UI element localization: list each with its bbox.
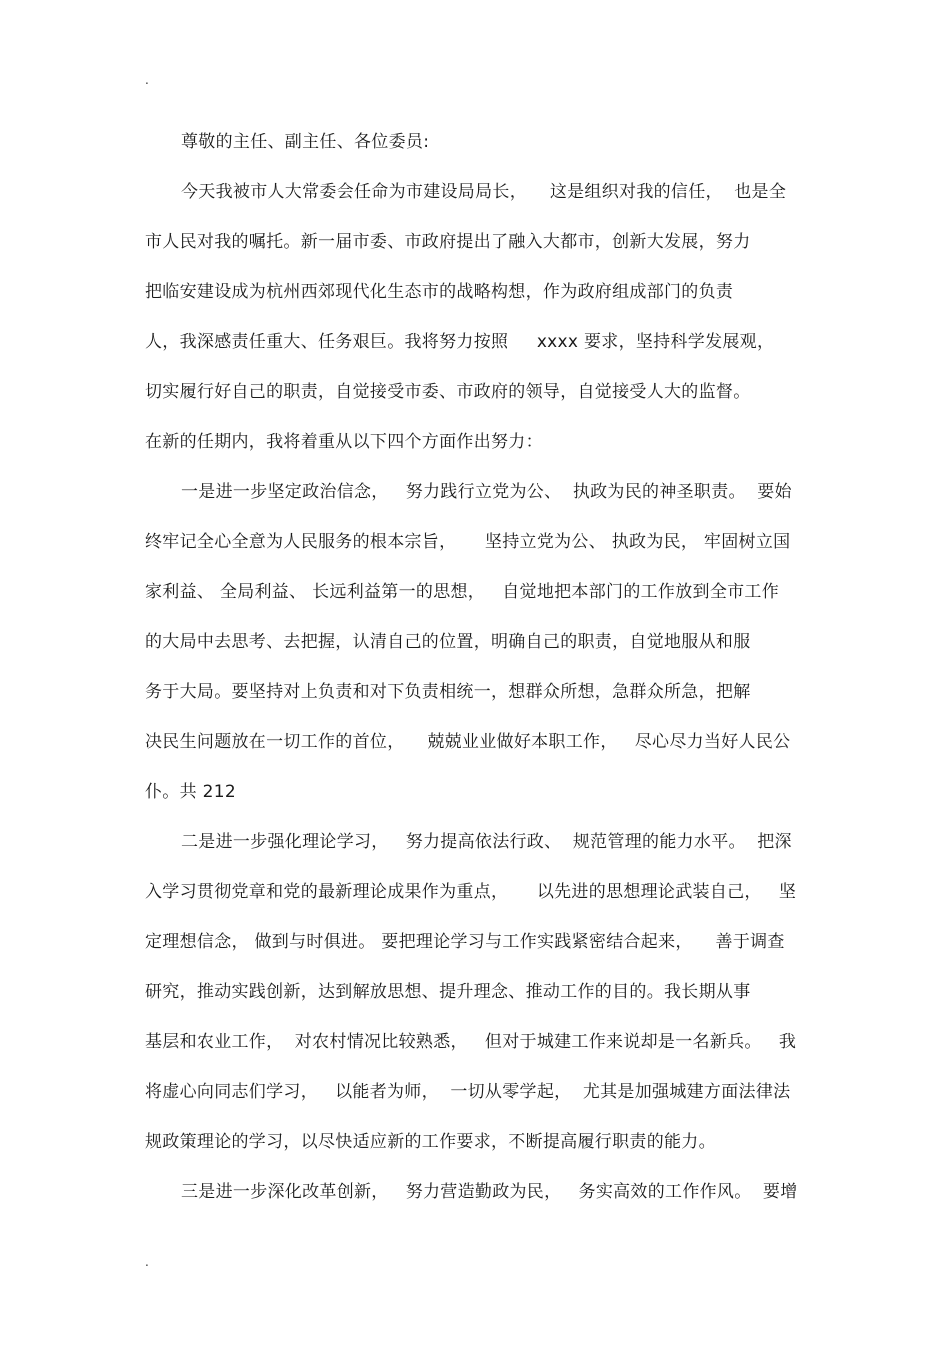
paragraph-line: 规政策理论的学习，以尽快适应新的工作要求，不断提高履行职责的能力。 (145, 1132, 716, 1152)
paragraph-line: 在新的任期内，我将着重从以下四个方面作出努力： (145, 432, 543, 452)
paragraph-line: 决民生问题放在一切工作的首位， 兢兢业业做好本职工作， 尽心尽力当好人民公 (145, 732, 791, 752)
paragraph-line: 将虚心向同志们学习， 以能者为师， 一切从零学起， 尤其是加强城建方面法律法 (145, 1082, 791, 1102)
paragraph-line: 的大局中去思考、去把握，认清自己的位置，明确自己的职责，自觉地服从和服 (145, 632, 751, 652)
paragraph-line: 研究，推动实践创新，达到解放思想、提升理念、推动工作的目的。我长期从事 (145, 982, 751, 1002)
paragraph-line: 一是进一步坚定政治信念， 努力践行立党为公、 执政为民的神圣职责。 要始 (181, 482, 792, 502)
paragraph-line: 入学习贯彻党章和党的最新理论成果作为重点， 以先进的思想理论武装自己， 坚 (145, 882, 797, 902)
paragraph-line: 把临安建设成为杭州西郊现代化生态市的战略构想，作为政府组成部门的负责 (145, 282, 734, 302)
paragraph-line: 三是进一步深化改革创新， 努力营造勤政为民， 务实高效的工作作风。 要增 (181, 1182, 798, 1202)
paragraph-line: 定理想信念， 做到与时俱进。 要把理论学习与工作实践紧密结合起来， 善于调查 (145, 932, 785, 952)
paragraph-line: 市人民对我的嘱托。新一届市委、市政府提出了融入大都市，创新大发展，努力 (145, 232, 751, 252)
paragraph-line: 二是进一步强化理论学习， 努力提高依法行政、 规范管理的能力水平。 把深 (181, 832, 792, 852)
paragraph-line: 家利益、 全局利益、 长远利益第一的思想， 自觉地把本部门的工作放到全市工作 (145, 582, 780, 602)
paragraph-line: 仆。共 212 (145, 782, 236, 802)
salutation: 尊敬的主任、副主任、各位委员: (181, 132, 430, 152)
paragraph-line: 基层和农业工作， 对农村情况比较熟悉， 但对于城建工作来说却是一名新兵。 我 (145, 1032, 797, 1052)
paragraph-line: 人，我深感责任重大、任务艰巨。我将努力按照 xxxx 要求，坚持科学发展观， (145, 332, 775, 352)
page-bottom-mark: . (145, 1255, 149, 1269)
page-top-mark: . (145, 73, 149, 87)
paragraph-line: 今天我被市人大常委会任命为市建设局局长， 这是组织对我的信任， 也是全 (181, 182, 787, 202)
paragraph-line: 终牢记全心全意为人民服务的根本宗旨， 坚持立党为公、 执政为民， 牢固树立国 (145, 532, 791, 552)
paragraph-line: 务于大局。要坚持对上负责和对下负责相统一，想群众所想，急群众所急，把解 (145, 682, 751, 702)
paragraph-line: 切实履行好自己的职责，自觉接受市委、市政府的领导，自觉接受人大的监督。 (145, 382, 751, 402)
